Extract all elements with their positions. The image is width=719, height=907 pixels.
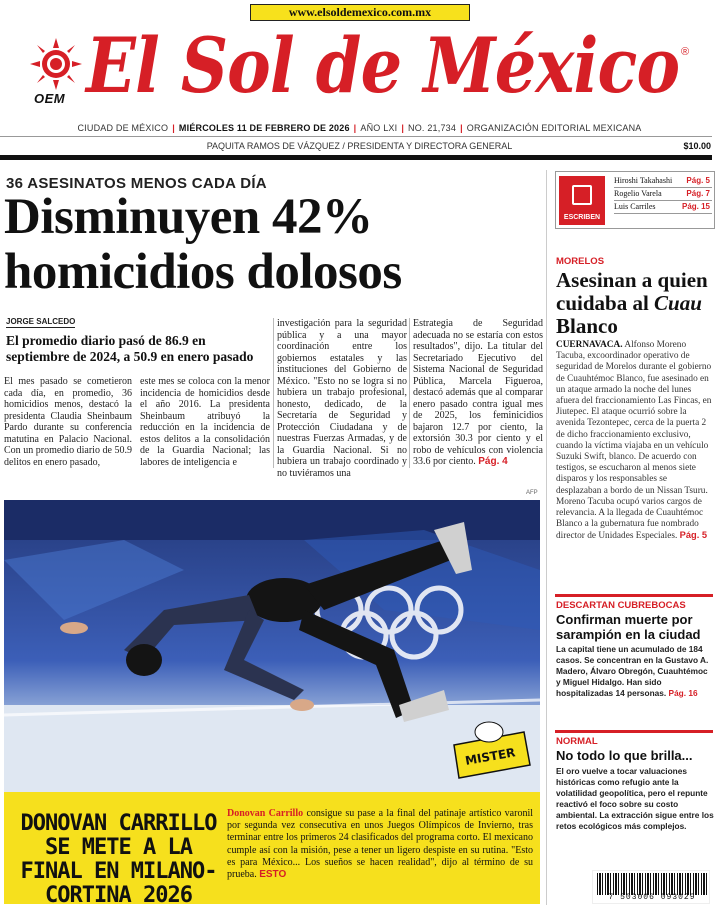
registered-mark: ® — [681, 46, 690, 58]
writer-page: Pág. 15 — [681, 202, 710, 211]
oro-body: El oro vuelve a tocar valuaciones históricas como refugio ante la volatilidad geopolítica, pero el repunte reactivó el foco sobre su costo ambiental. La extracción sigue entre los retos ecológicos más complejos. — [556, 766, 714, 831]
sarampion-body-text: La capital tiene un acumulado de 184 casos. Se concentran en la Gustavo A. Madero, Álvaro Obregón, Cuauhtémoc y Miguel Hidalgo. Han sido hospitalizadas 14 personas. — [556, 644, 709, 698]
morelos-kicker: MORELOS — [556, 256, 605, 267]
barcode — [592, 870, 710, 904]
sarampion-headline[interactable]: Confirman muerte por sarampión en la ciudad — [556, 612, 701, 642]
promo-text — [227, 808, 533, 881]
lead-body-col-4-text: Estrategia de Seguridad adecuada no se estaría con estos resultados", dijo. La titular del Secretariado Ejecutivo del Sistema Nacional de Seguridad Pública, Marcela Figueroa, destacó además que al comparar enero pasado contra igual mes de 2025, los feminicidios bajaron 12.7 por ciento, la extorsión 30.3 por ciento y el robo de vehículos con violencia 33.6 por ciento. — [413, 318, 543, 467]
website-url[interactable]: www.elsoldemexico.com.mx — [250, 4, 470, 21]
issue-number: NO. 21,734 — [408, 123, 457, 133]
organization: ORGANIZACIÓN EDITORIAL MEXICANA — [466, 123, 642, 133]
lead-body-col-4 — [413, 318, 543, 468]
writer-name: Hiroshi Takahashi — [614, 176, 673, 185]
barcode-number: 7 503006 093029 — [608, 893, 696, 902]
edition-info: CIUDAD DE MÉXICO | MIÉRCOLES 11 DE FEBRERO DE 2026 | AÑO LXI | NO. 21,734 | ORGANIZACIÓN EDITORIAL MEXICANA — [77, 123, 642, 133]
column-divider — [409, 318, 410, 468]
section-rule — [555, 594, 713, 597]
promo-tag[interactable]: ESTO — [259, 869, 287, 881]
column-divider — [273, 318, 274, 468]
photo-credit: AFP — [526, 490, 538, 496]
writer-page: Pág. 5 — [686, 176, 710, 185]
writer-name: Rogelio Varela — [614, 189, 662, 198]
lead-body-col-2: este mes se coloca con la menor incidencia de homicidios desde el año 2016. La presidenta Sheinbaum atribuyó la reducción en la incidencia de estos delitos a la consolidación de la Guardia Nacional; las labores de inteligencia e — [140, 376, 270, 468]
writer-row[interactable] — [614, 202, 712, 214]
oro-kicker: NORMAL — [556, 736, 598, 747]
lead-byline: JORGE SALCEDO — [6, 317, 76, 326]
price: $10.00 — [683, 141, 711, 151]
writer-page: Pág. 7 — [686, 189, 710, 198]
morelos-headline-italic: Cuau — [654, 291, 702, 315]
director-line: PAQUITA RAMOS DE VÁZQUEZ / PRESIDENTA Y DIRECTORA GENERAL — [206, 141, 513, 151]
column-divider — [546, 170, 547, 905]
lead-page-ref[interactable]: Pág. 4 — [478, 456, 508, 467]
promo-title[interactable]: DONOVAN CARRILLO SE METE A LA FINAL EN MILANO-CORTINA 2026 — [20, 811, 217, 907]
morelos-headline[interactable] — [556, 269, 716, 338]
issue-date: MIÉRCOLES 11 DE FEBRERO DE 2026 — [178, 123, 350, 133]
section-rule — [555, 730, 713, 733]
sun-logo-icon — [30, 38, 82, 90]
oem-logo: OEM — [34, 91, 66, 106]
morelos-body — [556, 340, 713, 543]
city: CIUDAD DE MÉXICO — [77, 123, 169, 133]
pen-icon — [572, 185, 592, 205]
promo-name: Donovan Carrillo — [227, 808, 304, 819]
morelos-headline-end: Blanco — [556, 314, 618, 338]
lead-headline[interactable]: Disminuyen 42% homicidios dolosos — [4, 189, 402, 300]
year: AÑO LXI — [360, 123, 398, 133]
oro-headline[interactable]: No todo lo que brilla... — [556, 748, 693, 763]
lead-deck: El promedio diario pasó de 86.9 en septiembre de 2024, a 50.9 en enero pasado — [6, 333, 254, 364]
lead-body-col-1: El mes pasado se cometieron cada día, en promedio, 36 homicidios menos, destacó la presidenta Claudia Sheinbaum Pardo durante su conferencia matutina en Palacio Nacional. Con un promedio diario de 50.9 delitos en enero pasado, — [4, 376, 132, 468]
writer-name: Luis Carriles — [614, 202, 656, 211]
escriben-badge — [559, 176, 605, 225]
sarampion-body — [556, 644, 714, 699]
lead-kicker: 36 ASESINATOS MENOS CADA DÍA — [6, 175, 267, 192]
morelos-page-ref[interactable]: Pág. 5 — [679, 530, 708, 541]
escriben-label: ESCRIBEN — [563, 214, 601, 221]
morelos-dateline: CUERNAVACA. — [556, 340, 623, 350]
promo-body: consigue su pase a la final del patinaje artístico varonil por segunda vez consecutiva en unos Juegos Olímpicos de Invierno, tras terminar entre los primeros 24 clasificados del programa corto. El mexicano cumple así con la misión, pese a tener un ligero despiste en su rutina. "Esto es para México... Los sueños se hacen realidad", dijo al término de su prueba. — [227, 808, 534, 881]
lead-body-col-3: investigación para la seguridad pública y a una mayor coordinación entre los gobiernos estatales y las instituciones del Gobierno de México. "Esto no se logra si no hubiera un trabajo profesional, honesto, dedicado, de la Secretaría de Seguridad y Protección Ciudadana y de nuestras Fuerzas Armadas, y de la Guardia Nacional. Si no hubiera un trabajo coordinado y no tuviéramos una — [277, 318, 407, 479]
figure-skater-photo[interactable] — [4, 500, 540, 792]
divider — [0, 136, 712, 137]
caricature-label: MISTER — [464, 745, 517, 768]
masthead-divider — [0, 155, 712, 160]
barcode-bars — [597, 873, 707, 895]
writer-row[interactable] — [614, 176, 712, 188]
sarampion-page-ref[interactable]: Pág. 16 — [668, 688, 698, 698]
sarampion-kicker: DESCARTAN CUBREBOCAS — [556, 600, 686, 611]
newspaper-title: El Sol de México — [86, 21, 680, 110]
morelos-headline-text: Asesinan a quien cuidaba al — [556, 268, 708, 315]
morelos-body-text: Alfonso Moreno Tacuba, excoordinador operativo de seguridad de Morelos durante el gobierno de Cuauhtémoc Blanco, fue asesinado en un ataque armado la noche del lunes afuera del fraccionamiento Las Fincas, en Jiutepec. El ataque ocurrió sobre la avenida Tezontepec, cerca de la puerta 2 de dicho fraccionamiento exclusivo, cuando la víctima viajaba en un vehículo Suzuki Swift, blanco. De acuerdo con testigos, se escucharon al menos siete disparos y los responsables se desplazaban a bordo de un Nissan Tsuru. Moreno Tacuba ocupó varios cargos de relevancia. A la llegada de Cuauhtémoc Blanco a la gubernatura fue nombrado director de Unidades Especiales. — [556, 340, 712, 542]
writer-row[interactable] — [614, 189, 712, 201]
